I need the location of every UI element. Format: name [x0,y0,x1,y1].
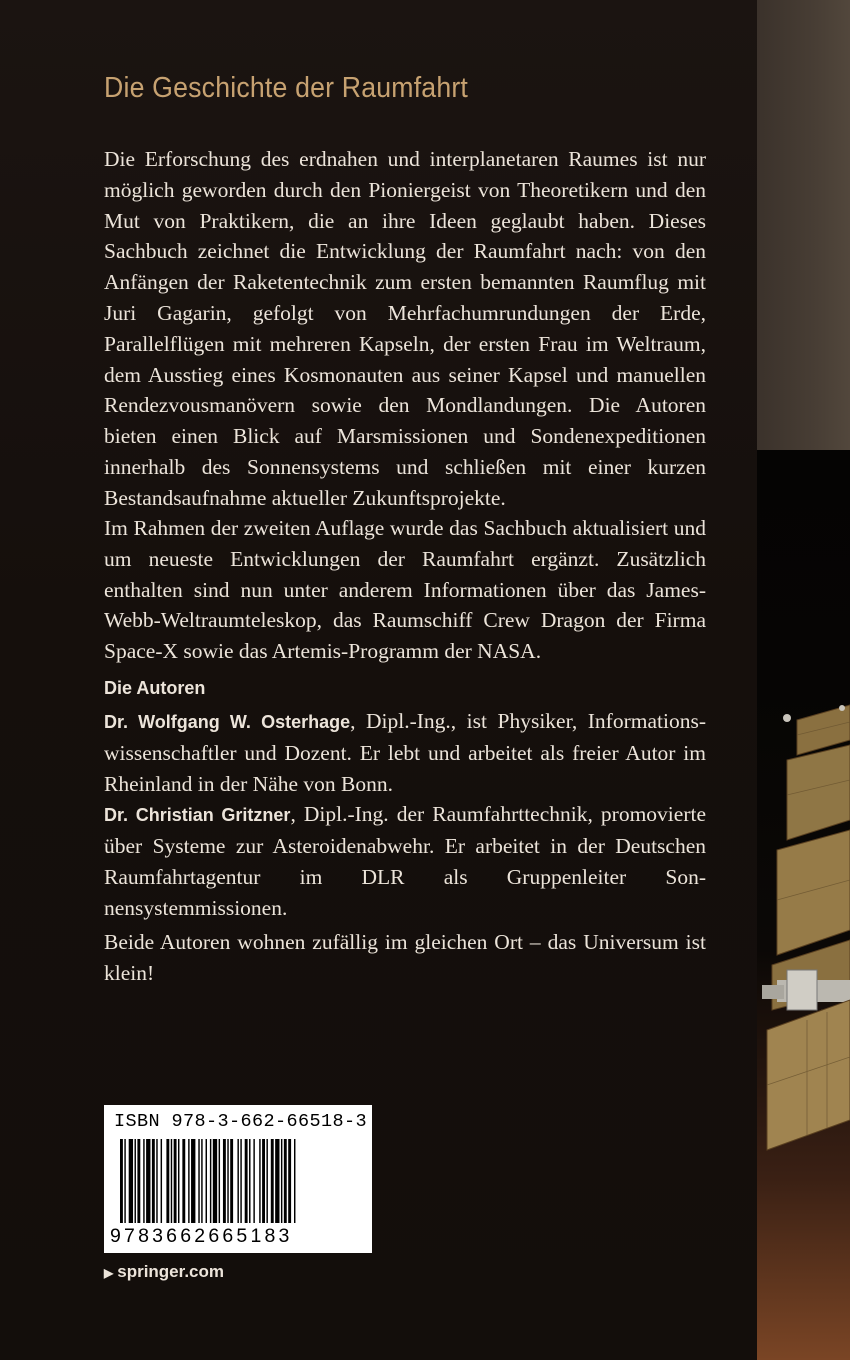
cover-spine-image [757,0,850,1360]
barcode-bar [174,1139,177,1223]
publisher-link[interactable] [104,1262,224,1282]
barcode-bar [275,1139,279,1223]
barcode-bar [237,1139,238,1223]
barcode-bar [227,1139,228,1223]
barcode-bar [120,1139,123,1223]
isbn-label: ISBN 978-3-662-66518-3 [114,1111,368,1132]
barcode-bar [135,1139,136,1223]
barcode-bars [120,1139,360,1229]
barcode-bar [294,1139,295,1223]
barcode-bar [253,1139,254,1223]
barcode-bar [201,1139,202,1223]
spine-top-band [757,0,850,450]
barcode-bar [262,1139,265,1223]
isbn-barcode [104,1105,372,1253]
paragraph-text: Die Erforschung des erdnahen und interplanetaren Raumes ist nur möglich geworden durch den Pioniergeist von Theoretikern und den Mut von Praktikern, die an ihre Ideen geglaubt haben. Dieses Sachbuch zeichnet die Entwicklung der Raumfahrt nach: von den Anfängen der Raketentechnik zum ersten bemannten Raumflug mit Juri Gagarin, gefolgt von Mehrfachumrundungen der Erde, Parallelflügen mit mehreren Kapseln, der ersten Frau im Weltraum, dem Ausstieg eines Kosmonauten aus seiner Kapsel und manuellen Rendezvousmanövern sowie den Mondlandungen. Die Autoren bieten einen Blick auf Marsmissionen und Sondenexpeditionen innerhalb des Sonnensystems und schließen mit einer kurzen Bestandsaufnahme aktueller Zukunftsprojekte. [104,147,706,510]
ean-digits: 9783662665183 [110,1225,293,1247]
barcode-bar [284,1139,287,1223]
barcode-bar [240,1139,241,1223]
barcode-bar [206,1139,207,1223]
barcode-bar [182,1139,185,1223]
author-bio: , Dipl.-Ing., ist Physiker, Informationswissenschaftler und Dozent. Er lebt und arbeitet als freier Autor im Rheinland in der Nähe von Bonn. [104,709,706,796]
barcode-bar [198,1139,199,1223]
closing-remark [104,927,706,989]
barcode-bar [143,1139,144,1223]
barcode-bar [156,1139,157,1223]
barcode-bar [213,1139,217,1223]
space-station-image [757,700,850,1260]
authors-heading: Die Autoren [104,678,206,698]
author-bio: , Dipl.-Ing. der Raumfahrttechnik, promovierte über Systeme zur Asteroidenabwehr. Er arbeitet in der Deutschen Raumfahrtagentur im DLR als Gruppenleiter Sonnensystemmissionen. [104,802,707,920]
barcode-bar [281,1139,282,1223]
barcode-bar [245,1139,248,1223]
barcode-bar [171,1139,172,1223]
authors-section [104,706,706,924]
barcode-bar [249,1139,250,1223]
description-paragraph-2 [104,513,706,667]
barcode-bar [223,1139,226,1223]
publisher-url: springer.com [117,1262,224,1281]
barcode-bar [166,1139,169,1223]
barcode-bar [266,1139,267,1223]
barcode-bar [288,1139,291,1223]
closing-text: Beide Autoren wohnen zufällig im gleichen Ort – das Universum ist klein! [104,930,706,985]
author-name: Dr. Christian Gritzner [104,805,291,826]
author-name: Dr. Wolfgang W. Osterhage [104,712,351,732]
page-title: Die Geschichte der Raumfahrt [104,72,469,104]
barcode-bar [178,1139,179,1223]
barcode-bar [129,1139,133,1223]
barcode-bar [219,1139,220,1223]
description-paragraph-1 [104,144,706,514]
paragraph-text: Im Rahmen der zweiten Auflage wurde das Sachbuch aktualisiert und um neueste Entwicklungen der Raumfahrt ergänzt. Zusätzlich enthalten sind nun unter anderem Informationen über das James-Webb-Weltraumteleskop, das Raumschiff Crew Dragon der Firma Space-X sowie das Artemis-Programm der NASA. [104,516,706,664]
barcode-bar [191,1139,195,1223]
barcode-bar [230,1139,233,1223]
barcode-bar [188,1139,189,1223]
barcode-bar [146,1139,150,1223]
barcode-bar [271,1139,274,1223]
arrow-right-icon: ▶ [104,1266,114,1280]
barcode-bar [124,1139,125,1223]
barcode-bar [152,1139,155,1223]
author-entry [104,799,706,923]
barcode-bar [161,1139,162,1223]
barcode-bar [137,1139,140,1223]
author-entry [104,706,706,799]
barcode-bar [259,1139,260,1223]
barcode-bar [210,1139,211,1223]
